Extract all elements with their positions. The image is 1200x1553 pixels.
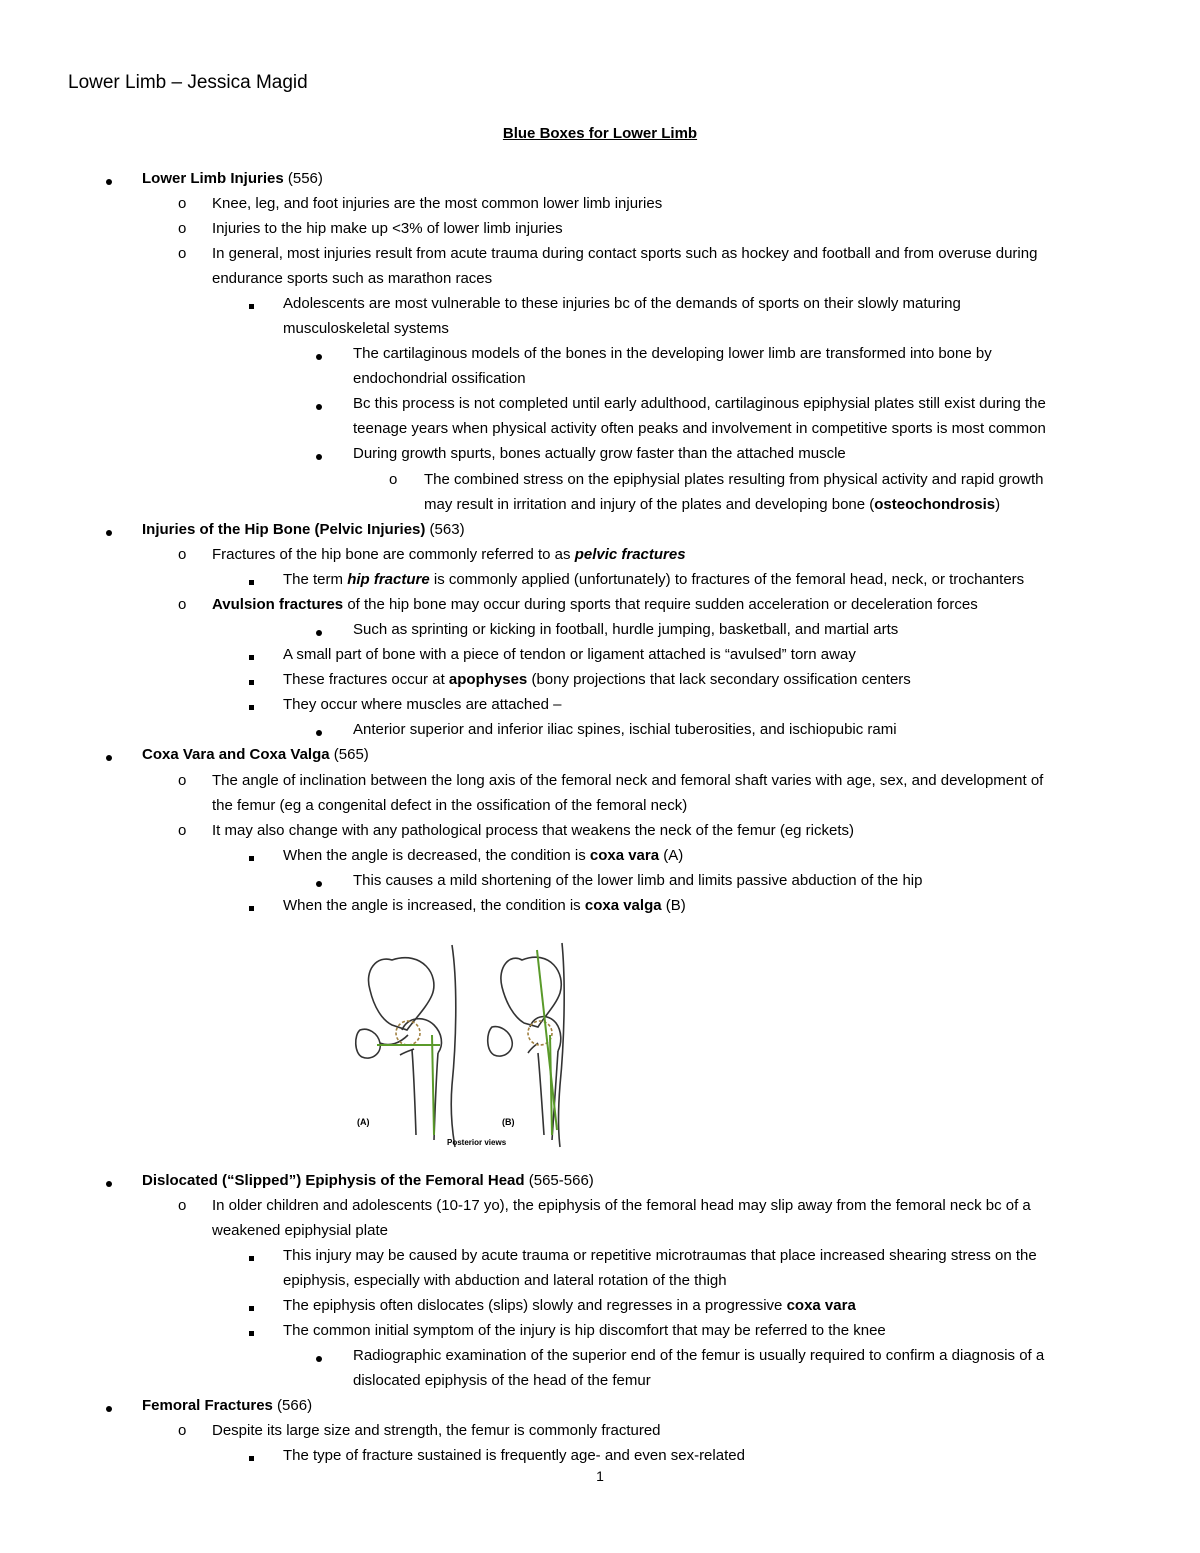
shaft-axis-a: [432, 1035, 434, 1135]
page-number: 1: [596, 1468, 604, 1484]
list-item: Knee, leg, and foot injuries are the most common lower limb injuries: [212, 195, 663, 212]
bullet-dot: [316, 870, 322, 895]
list-item: These fractures occur at apophyses (bony projections that lack secondary ossification centers: [283, 671, 911, 688]
bullet-square: [249, 894, 254, 919]
neck-axis-b: [537, 950, 557, 1130]
list-item: This injury may be caused by acute trauma or repetitive microtraumas that place increased shearing stress on the: [283, 1247, 1037, 1264]
section-heading: Femoral Fractures (566): [142, 1397, 313, 1414]
list-item: The term hip fracture is commonly applied (unfortunately) to fractures of the femoral head, neck, or trochanters: [283, 571, 1025, 588]
list-item: Bc this process is not completed until early adulthood, cartilaginous epiphysial plates still exist during the: [353, 395, 1046, 412]
bullet-circle: o: [178, 822, 187, 839]
bullet-square: [249, 1319, 254, 1344]
list-item-continued: dislocated epiphysis of the head of the femur: [353, 1372, 651, 1389]
list-item: The epiphysis often dislocates (slips) slowly and regresses in a progressive coxa vara: [283, 1297, 856, 1314]
bullet-circle: o: [178, 195, 187, 212]
bullet-dot: [106, 744, 112, 769]
bullet-circle: o: [178, 1197, 187, 1214]
list-item: Radiographic examination of the superior end of the femur is usually required to confirm a diagnosis of a: [353, 1347, 1045, 1364]
list-item: A small part of bone with a piece of tendon or ligament attached is “avulsed” torn away: [283, 646, 856, 663]
list-item-continued: epiphysis, especially with abduction and lateral rotation of the thigh: [283, 1272, 727, 1289]
list-item: Despite its large size and strength, the femur is commonly fractured: [212, 1422, 661, 1439]
section-heading: Injuries of the Hip Bone (Pelvic Injuries) (563): [142, 521, 465, 538]
list-item: In older children and adolescents (10-17 yo), the epiphysis of the femoral head may slip away from the femoral neck bc of a: [212, 1197, 1031, 1214]
list-item: Fractures of the hip bone are commonly referred to as pelvic fractures: [212, 546, 686, 563]
bullet-circle: o: [389, 471, 398, 488]
bullet-dot: [316, 443, 322, 468]
list-item-continued: musculoskeletal systems: [283, 320, 449, 337]
bullet-square: [249, 693, 254, 718]
bullet-square: [249, 1444, 254, 1469]
bullet-square: [249, 643, 254, 668]
list-item: When the angle is increased, the condition is coxa valga (B): [283, 897, 686, 914]
bullet-dot: [106, 519, 112, 544]
list-item: This causes a mild shortening of the lower limb and limits passive abduction of the hip: [353, 872, 923, 889]
document-header: Lower Limb – Jessica Magid: [68, 72, 308, 93]
list-item: Adolescents are most vulnerable to these injuries bc of the demands of sports on their slowly maturing: [283, 295, 961, 312]
list-item: Avulsion fractures of the hip bone may occur during sports that require sudden acceleration or deceleration forces: [212, 596, 978, 613]
bullet-square: [249, 844, 254, 869]
bullet-circle: o: [178, 772, 187, 789]
list-item-continued: weakened epiphysial plate: [212, 1222, 388, 1239]
list-item: During growth spurts, bones actually grow faster than the attached muscle: [353, 445, 846, 462]
bullet-circle: o: [178, 220, 187, 237]
figure-label-a: (A): [357, 1117, 370, 1127]
bullet-square: [249, 292, 254, 317]
coxa-figure: [352, 935, 602, 1150]
list-item: The cartilaginous models of the bones in the developing lower limb are transformed into bone by: [353, 345, 992, 362]
bullet-square: [249, 568, 254, 593]
list-item: Injuries to the hip make up <3% of lower limb injuries: [212, 220, 563, 237]
list-item: The combined stress on the epiphysial plates resulting from physical activity and rapid growth: [424, 471, 1044, 488]
list-item: It may also change with any pathological process that weakens the neck of the femur (eg rickets): [212, 822, 854, 839]
section-heading: Coxa Vara and Coxa Valga (565): [142, 746, 369, 763]
bullet-circle: o: [178, 546, 187, 563]
shaft-axis-b: [550, 1035, 552, 1135]
bullet-square: [249, 1244, 254, 1269]
bullet-dot: [316, 343, 322, 368]
bullet-dot: [316, 619, 322, 644]
list-item: The type of fracture sustained is frequently age- and even sex-related: [283, 1447, 745, 1464]
list-item: The angle of inclination between the long axis of the femoral neck and femoral shaft varies with age, sex, and development of: [212, 772, 1044, 789]
list-item: They occur where muscles are attached –: [283, 696, 562, 713]
list-item: When the angle is decreased, the condition is coxa vara (A): [283, 847, 684, 864]
bullet-dot: [316, 1345, 322, 1370]
bullet-dot: [106, 168, 112, 193]
bullet-circle: o: [178, 596, 187, 613]
bullet-dot: [316, 719, 322, 744]
section-heading: Lower Limb Injuries (556): [142, 170, 323, 187]
list-item-continued: teenage years when physical activity often peaks and involvement in competitive sports is most common: [353, 420, 1046, 437]
list-item: Anterior superior and inferior iliac spines, ischial tuberosities, and ischiopubic rami: [353, 721, 897, 738]
list-item: In general, most injuries result from acute trauma during contact sports such as hockey and football and from overuse during: [212, 245, 1038, 262]
list-item-continued: may result in irritation and injury of the plates and developing bone (osteochondrosis): [424, 496, 1001, 513]
coxa-illustration: [352, 935, 602, 1150]
figure-caption: Posterior views: [447, 1138, 507, 1147]
bullet-square: [249, 1294, 254, 1319]
bullet-dot: [106, 1170, 112, 1195]
list-item-continued: endochondrial ossification: [353, 370, 526, 387]
bullet-circle: o: [178, 1422, 187, 1439]
list-item-continued: the femur (eg a congenital defect in the ossification of the femoral neck): [212, 797, 688, 814]
bullet-dot: [316, 393, 322, 418]
list-item-continued: endurance sports such as marathon races: [212, 270, 493, 287]
bullet-dot: [106, 1395, 112, 1420]
document-title: Blue Boxes for Lower Limb: [502, 125, 698, 142]
bullet-circle: o: [178, 245, 187, 262]
figure-label-b: (B): [502, 1117, 515, 1127]
section-heading: Dislocated (“Slipped”) Epiphysis of the Femoral Head (565-566): [142, 1172, 594, 1189]
list-item: Such as sprinting or kicking in football, hurdle jumping, basketball, and martial arts: [353, 621, 899, 638]
list-item: The common initial symptom of the injury is hip discomfort that may be referred to the knee: [283, 1322, 886, 1339]
bullet-square: [249, 668, 254, 693]
